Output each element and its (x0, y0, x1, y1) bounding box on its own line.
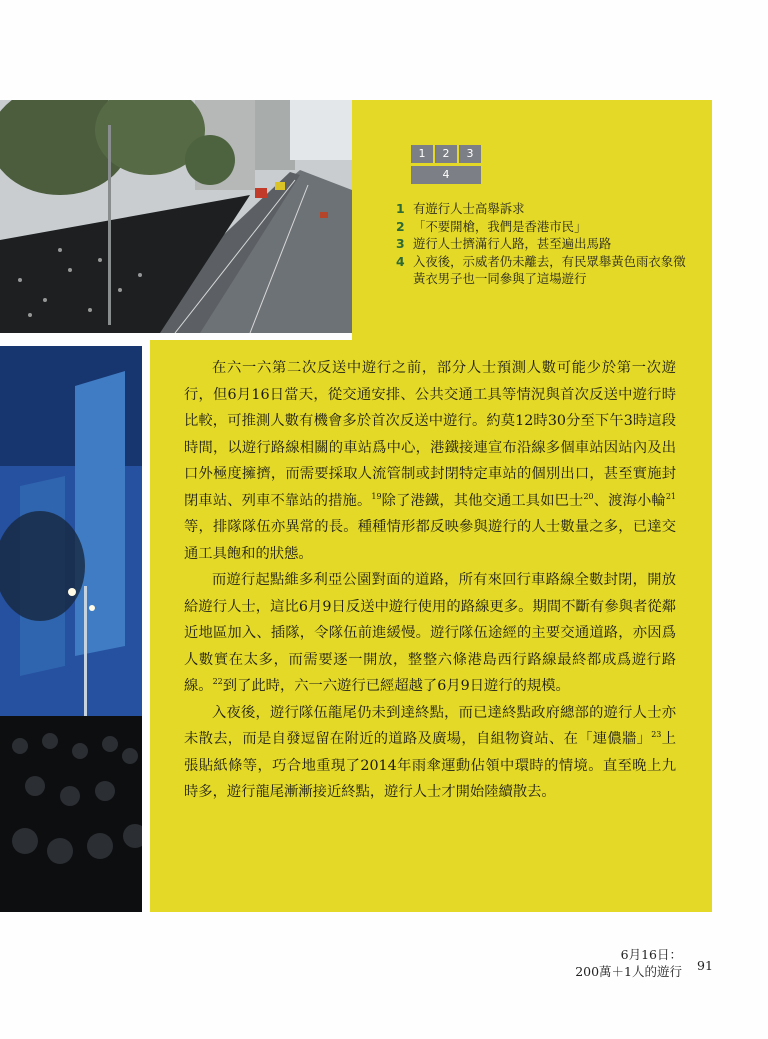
text-run: 除了港鐵，其他交通工具如巴士 (381, 492, 584, 509)
page-number: 91 (697, 958, 713, 973)
paragraph-2 (184, 567, 676, 700)
caption-item (396, 200, 696, 218)
street-crowd-illustration (0, 100, 352, 333)
photo-street-crowd (0, 100, 352, 333)
text-run: 上張貼紙條等，巧合地重現了2014年雨傘運動佔領中環時的情境。直至晚上九時多，遊行龍尾漸漸接近終點，遊行人士才開始陸續散去。 (184, 731, 677, 800)
text-run: 在六一六第二次反送中遊行之前，部分人士預測人數可能少於第一次遊行，但6月16日當天，從交通安排、公共交通工具等情況與首次反送中遊行時比較，可推測人數有機會多於首次反送中遊行。約莫12時30分至下午3時這段時間，以遊行路線相關的車站爲中心，港鐵接連宣布沿線多個車站因站內及出口外極度擁擠，而需要採取人流管制或封閉特定車站的個別出口，甚至實施封閉車站、列車不靠站的措施。 (184, 360, 676, 509)
footnote-ref[interactable]: 23 (651, 730, 662, 740)
footnote-ref[interactable]: 22 (212, 677, 223, 687)
caption-item (396, 218, 696, 236)
figure-number-3: 3 (459, 145, 481, 163)
caption-text: 「不要開槍，我們是香港市民」 (413, 218, 587, 234)
running-footer (575, 946, 682, 980)
text-run: 入夜後，遊行隊伍龍尾仍未到達終點，而已達終點政府總部的遊行人士亦未散去，而是自發逗留在附近的道路及廣場，自組物資站、在「連儂牆」 (184, 704, 676, 747)
text-run: 到了此時，六一六遊行已經超越了6月9日遊行的規模。 (222, 678, 570, 694)
night-crowd-illustration (0, 346, 142, 912)
footer-line-2: 200萬＋1人的遊行 (575, 964, 682, 979)
caption-text: 有遊行人士高舉訴求 (413, 201, 525, 216)
footnote-ref[interactable]: 21 (665, 491, 677, 501)
caption-number: 3 (396, 236, 405, 251)
paragraph-1 (184, 355, 676, 567)
photo-night-crowd (0, 346, 142, 912)
text-run: 等，排隊隊伍亦異常的長。種種情形都反映參與遊行的人士數量之多，已達交通工具飽和的狀態。 (184, 519, 676, 562)
caption-text: 遊行人士擠滿行人路，甚至遍出馬路 (413, 236, 612, 251)
article-body (184, 355, 676, 806)
caption-item (396, 235, 696, 253)
caption-number: 2 (396, 218, 405, 234)
paragraph-3 (184, 700, 676, 806)
footnote-ref[interactable]: 20 (583, 491, 594, 501)
caption-number: 4 (396, 253, 405, 269)
caption-text: 入夜後，示威者仍未離去，有民眾舉黃色雨衣象徵黃衣男子也一同參與了這場遊行 (413, 253, 686, 286)
caption-item (396, 253, 696, 288)
text-run: 而遊行起點維多利亞公園對面的道路，所有來回行車路線全數封閉，開放給遊行人士，這比6月9日反送中遊行使用的路線更多。期間不斷有參與者從鄰近地區加入、插隊，令隊伍前進緩慢。遊行隊伍途經的主要交通道路，亦因爲人數實在太多，而需要逐一開放，整整六條港島西行路線最終都成爲遊行路線。 (184, 572, 676, 694)
caption-number: 1 (396, 201, 405, 216)
text-run: 、渡海小輪 (593, 492, 666, 509)
footer-line-1: 6月16日： (620, 947, 682, 962)
caption-list (396, 200, 696, 288)
figure-number-4: 4 (411, 166, 481, 184)
figure-number-2: 2 (435, 145, 457, 163)
footnote-ref[interactable]: 19 (371, 491, 382, 501)
figure-number-1: 1 (411, 145, 433, 163)
